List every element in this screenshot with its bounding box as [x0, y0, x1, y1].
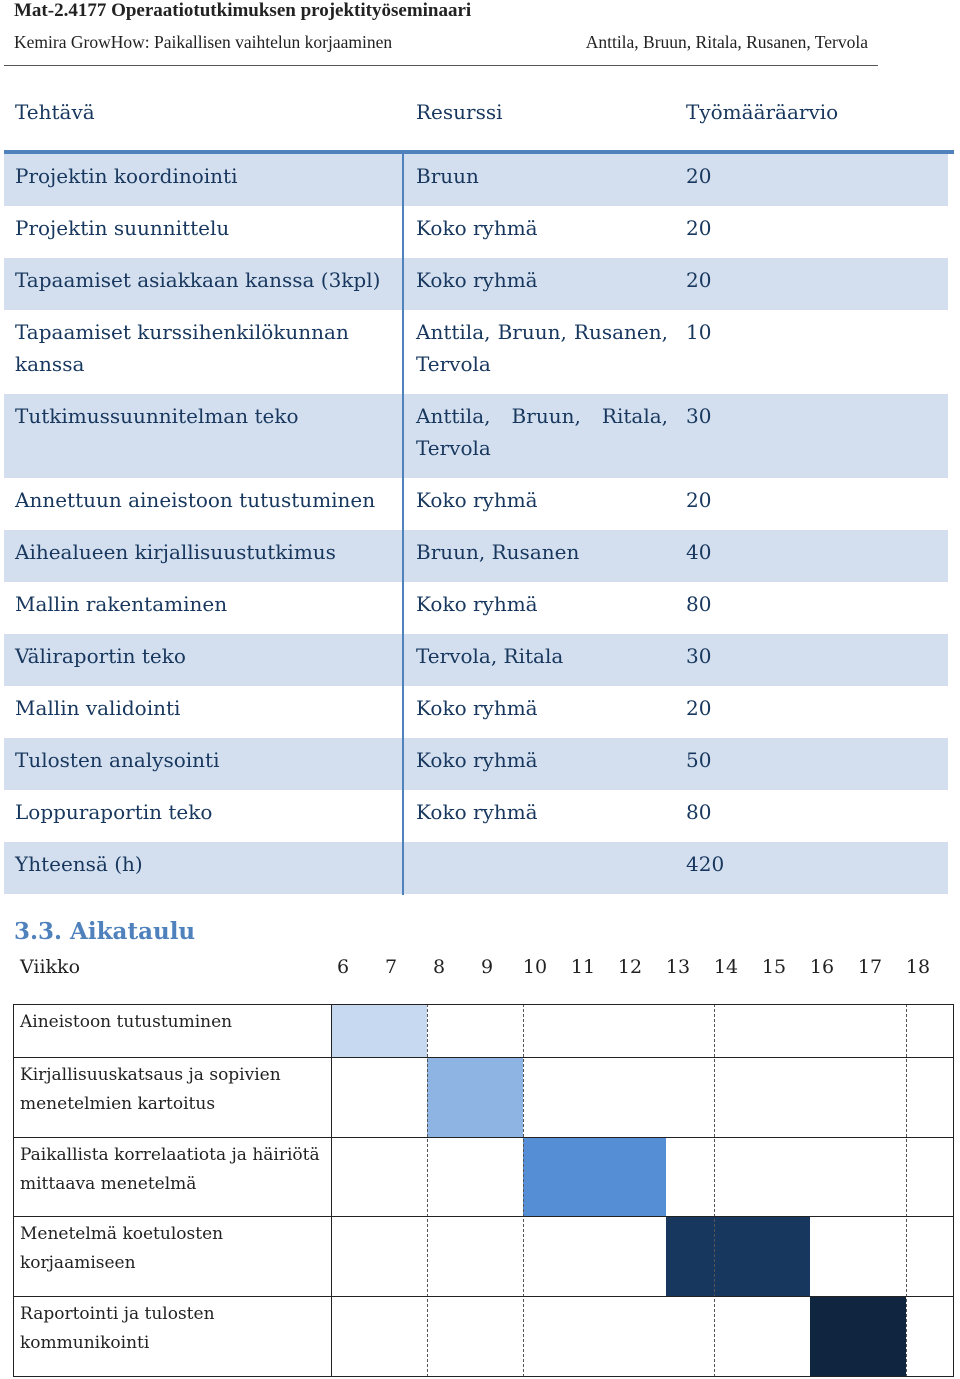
hours-cell: 80	[686, 800, 712, 824]
hours-cell: 20	[686, 488, 712, 512]
hours-cell: 20	[686, 696, 712, 720]
resource-cell: Koko ryhmä	[416, 216, 538, 240]
gantt-task-label: Aineistoon tutustuminen	[20, 1012, 233, 1032]
gantt-task-label: Raportointi ja tulosten kommunikointi	[20, 1304, 215, 1353]
hours-cell: 10	[686, 320, 712, 344]
resource-cell: Anttila, Bruun, Ritala, Tervola	[416, 404, 668, 460]
hours-cell: 50	[686, 748, 712, 772]
task-cell: Mallin validointi	[15, 696, 181, 720]
hours-cell: 30	[686, 404, 712, 428]
hours-cell: 30	[686, 644, 712, 668]
task-cell: Tulosten analysointi	[15, 748, 220, 772]
week-number: 13	[665, 956, 691, 978]
resource-cell: Koko ryhmä	[416, 592, 538, 616]
week-number: 11	[570, 956, 596, 978]
week-number: 10	[522, 956, 548, 978]
task-cell: Projektin suunnittelu	[15, 216, 230, 240]
gantt-chart	[13, 1004, 954, 1377]
table-row	[4, 478, 948, 530]
gantt-task-label: Paikallista korrelaatiota ja häiriötä mittaava menetelmä	[20, 1145, 320, 1194]
table-row	[4, 154, 948, 206]
project-title: Kemira GrowHow: Paikallisen vaihtelun korjaaminen	[14, 32, 393, 52]
course-title: Mat-2.4177 Operaatiotutkimuksen projektityöseminaari	[14, 0, 472, 21]
table-row	[4, 258, 948, 310]
table-row	[4, 530, 948, 582]
task-cell: Tutkimussuunnitelman teko	[15, 404, 299, 428]
table-row	[4, 686, 948, 738]
header-rule	[4, 65, 878, 66]
table-row	[4, 634, 948, 686]
table-row	[4, 738, 948, 790]
section-heading: 3.3. Aikataulu	[14, 918, 196, 945]
task-cell: Yhteensä (h)	[15, 852, 143, 876]
resource-cell: Koko ryhmä	[416, 268, 538, 292]
hours-cell: 20	[686, 164, 712, 188]
gantt-task-label: Kirjallisuuskatsaus ja sopivien menetelmien kartoitus	[20, 1065, 281, 1114]
resource-cell: Anttila, Bruun, Rusanen, Tervola	[416, 320, 668, 376]
week-number: 9	[480, 956, 494, 978]
authors: Anttila, Bruun, Ritala, Rusanen, Tervola	[585, 32, 868, 52]
task-cell: Loppuraportin teko	[15, 800, 213, 824]
task-cell: Projektin koordinointi	[15, 164, 238, 188]
task-cell: Tapaamiset asiakkaan kanssa (3kpl)	[15, 268, 381, 292]
task-cell: Aihealueen kirjallisuustutkimus	[15, 540, 336, 564]
resource-cell: Tervola, Ritala	[416, 644, 564, 668]
resource-cell: Koko ryhmä	[416, 696, 538, 720]
task-cell: Tapaamiset kurssihenkilökunnan kanssa	[15, 320, 349, 376]
table-row	[4, 394, 948, 478]
task-cell: Väliraportin teko	[15, 644, 186, 668]
hours-cell: 40	[686, 540, 712, 564]
col-header-resource: Resurssi	[416, 100, 503, 124]
week-number: 16	[809, 956, 835, 978]
week-number: 14	[713, 956, 739, 978]
hours-cell: 420	[686, 852, 725, 876]
resource-cell: Bruun	[416, 164, 479, 188]
hours-cell: 20	[686, 216, 712, 240]
table-row	[4, 842, 948, 894]
hours-cell: 80	[686, 592, 712, 616]
resource-cell: Koko ryhmä	[416, 748, 538, 772]
table-row	[4, 206, 948, 258]
resource-cell: Koko ryhmä	[416, 488, 538, 512]
col-header-task: Tehtävä	[15, 100, 95, 124]
week-number: 18	[905, 956, 931, 978]
week-number: 8	[432, 956, 446, 978]
week-number: 6	[336, 956, 350, 978]
resource-table	[4, 154, 948, 894]
resource-cell: Bruun, Rusanen	[416, 540, 580, 564]
task-cell: Mallin rakentaminen	[15, 592, 228, 616]
table-row	[4, 790, 948, 842]
col-header-hours: Työmääräarvio	[686, 100, 839, 124]
table-row	[4, 310, 948, 394]
week-number: 17	[857, 956, 883, 978]
week-number: 7	[384, 956, 398, 978]
table-row	[4, 582, 948, 634]
hours-cell: 20	[686, 268, 712, 292]
week-number: 15	[761, 956, 787, 978]
task-cell: Annettuun aineistoon tutustuminen	[15, 488, 376, 512]
resource-cell: Koko ryhmä	[416, 800, 538, 824]
week-label: Viikko	[20, 956, 81, 978]
week-number: 12	[617, 956, 643, 978]
gantt-task-label: Menetelmä koetulosten korjaamiseen	[20, 1224, 224, 1273]
table-column-divider	[402, 154, 404, 895]
